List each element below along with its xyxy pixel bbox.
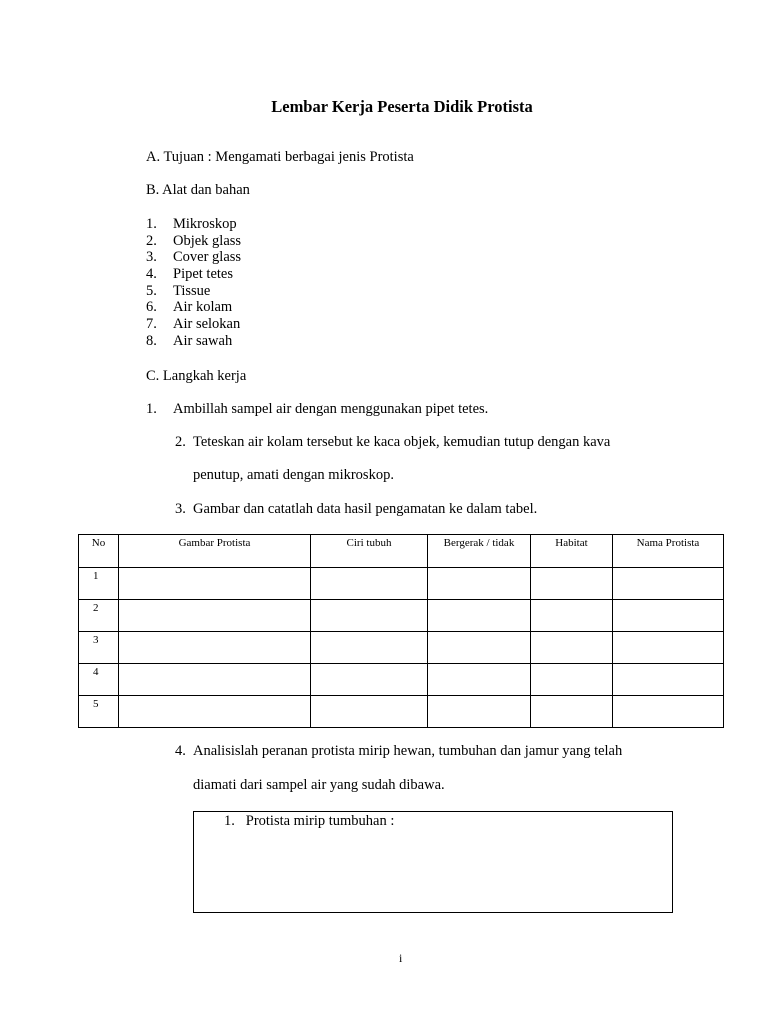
table-cell[interactable]: [531, 600, 613, 632]
table-cell[interactable]: [119, 696, 311, 728]
list-item: 8. Air sawah: [146, 333, 233, 349]
table-cell[interactable]: [119, 600, 311, 632]
step-3: 3. Gambar dan catatlah data hasil pengamatan ke dalam tabel.: [175, 501, 538, 517]
table-cell[interactable]: [531, 568, 613, 600]
table-cell[interactable]: [119, 568, 311, 600]
list-item: 4. Pipet tetes: [146, 266, 234, 282]
table-row: [79, 664, 724, 696]
row-number: 5: [79, 696, 119, 728]
table-cell[interactable]: [311, 568, 428, 600]
table-cell[interactable]: [311, 600, 428, 632]
table-row: [79, 600, 724, 632]
row-number: 3: [79, 632, 119, 664]
table-cell[interactable]: [531, 632, 613, 664]
page-number: i: [399, 951, 403, 965]
header-no: No: [79, 535, 119, 568]
step-1: 1. Ambillah sampel air dengan menggunakan pipet tetes.: [146, 401, 489, 417]
header-ciri-tubuh: Ciri tubuh: [311, 535, 428, 568]
step-4-continued: diamati dari sampel air yang sudah dibawa.: [193, 777, 445, 793]
objective-line: A. Tujuan : Mengamati berbagai jenis Protista: [146, 149, 414, 165]
list-item: 5. Tissue: [146, 283, 211, 299]
table-cell[interactable]: [428, 568, 531, 600]
materials-heading: B. Alat dan bahan: [146, 182, 250, 198]
step-4: 4. Analisislah peranan protista mirip hewan, tumbuhan dan jamur yang telah: [175, 743, 623, 759]
table-cell[interactable]: [428, 600, 531, 632]
row-number: 2: [79, 600, 119, 632]
table-cell[interactable]: [311, 696, 428, 728]
list-item: 7. Air selokan: [146, 316, 241, 332]
table-cell[interactable]: [311, 632, 428, 664]
table-row: [79, 632, 724, 664]
table-cell[interactable]: [613, 664, 724, 696]
table-cell[interactable]: [119, 664, 311, 696]
header-habitat: Habitat: [531, 535, 613, 568]
header-gambar-protista: Gambar Protista: [119, 535, 311, 568]
table-cell[interactable]: [531, 696, 613, 728]
table-cell[interactable]: [613, 568, 724, 600]
table-cell[interactable]: [428, 664, 531, 696]
answer-box-label: 1. Protista mirip tumbuhan :: [224, 813, 395, 829]
list-item: 1. Mikroskop: [146, 216, 237, 232]
list-item: 3. Cover glass: [146, 249, 242, 265]
observation-table: [78, 534, 724, 728]
step-2-continued: penutup, amati dengan mikroskop.: [193, 467, 394, 483]
table-cell[interactable]: [428, 696, 531, 728]
header-bergerak: Bergerak / tidak: [428, 535, 531, 568]
table-cell[interactable]: [613, 632, 724, 664]
table-cell[interactable]: [613, 600, 724, 632]
step-2: 2. Teteskan air kolam tersebut ke kaca objek, kemudian tutup dengan kava: [175, 434, 611, 450]
row-number: 1: [79, 568, 119, 600]
table-row: [79, 696, 724, 728]
table-cell[interactable]: [531, 664, 613, 696]
document-title: Lembar Kerja Peserta Didik Protista: [271, 97, 533, 116]
table-cell[interactable]: [613, 696, 724, 728]
procedure-heading: C. Langkah kerja: [146, 368, 247, 384]
header-nama-protista: Nama Protista: [613, 535, 724, 568]
list-item: 6. Air kolam: [146, 299, 233, 315]
table-row: [79, 568, 724, 600]
table-cell[interactable]: [119, 632, 311, 664]
table-header-row: [79, 535, 724, 568]
table-cell[interactable]: [311, 664, 428, 696]
list-item: 2. Objek glass: [146, 233, 242, 249]
answer-box[interactable]: [193, 811, 673, 913]
table-cell[interactable]: [428, 632, 531, 664]
row-number: 4: [79, 664, 119, 696]
